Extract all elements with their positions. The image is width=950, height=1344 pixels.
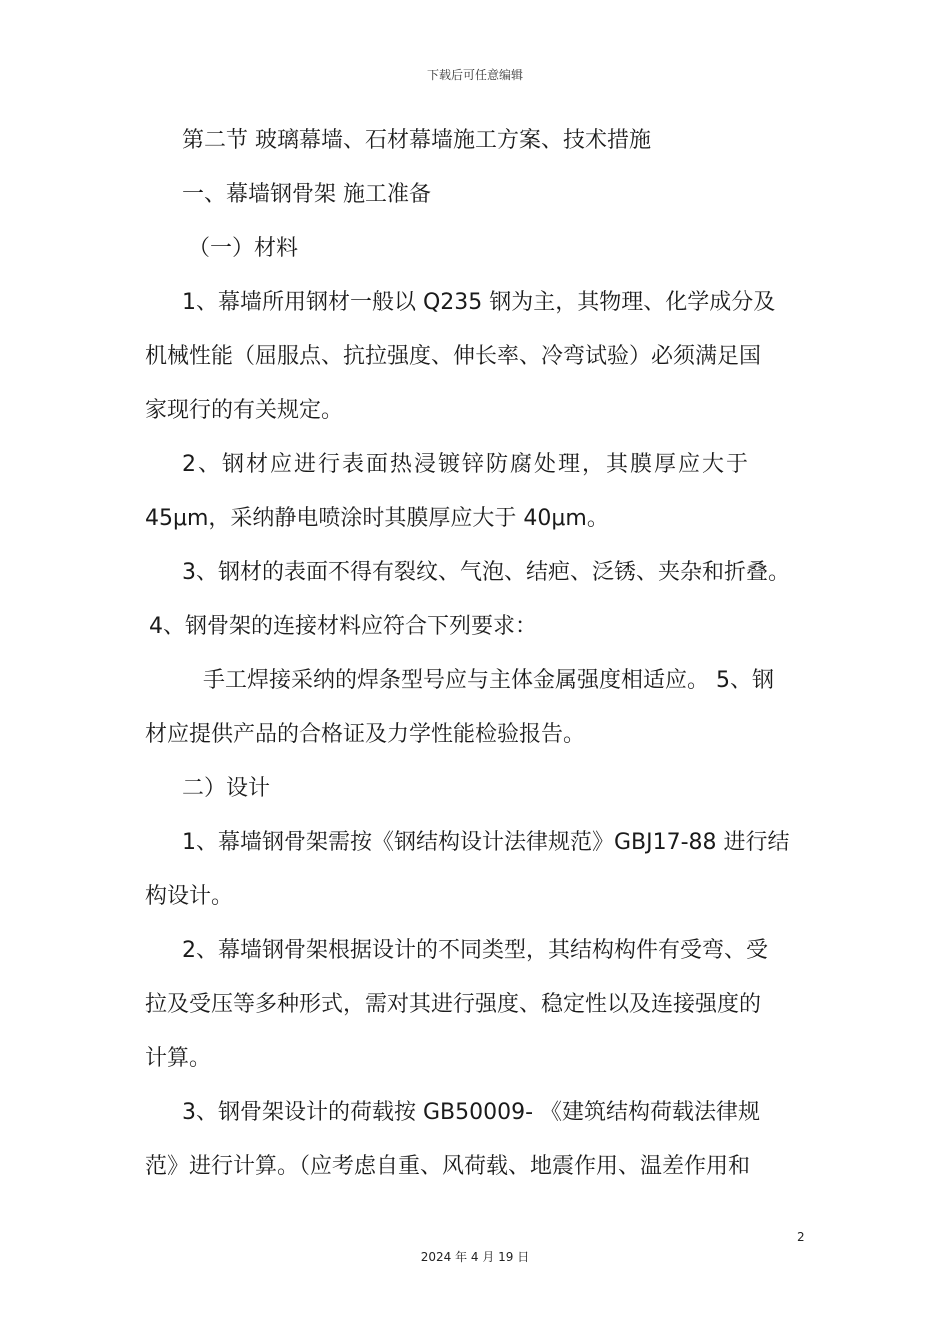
paragraph-line: 3、钢骨架设计的荷载按 GB50009- 《建筑结构荷载法律规 xyxy=(182,1100,761,1125)
paragraph-line: 家现行的有关规定。 xyxy=(145,398,344,423)
subsection-title: 一、幕墙钢骨架 施工准备 xyxy=(182,182,431,207)
paragraph-line: 3、钢材的表面不得有裂纹、气泡、结疤、泛锈、夹杂和折叠。 xyxy=(182,560,790,585)
paragraph-line: 手工焊接采纳的焊条型号应与主体金属强度相适应。 5、钢 xyxy=(203,668,774,693)
document-body xyxy=(145,114,815,1194)
paragraph-line: 1、幕墙所用钢材一般以 Q235 钢为主，其物理、化学成分及 xyxy=(182,290,776,315)
sub-heading-design: 二）设计 xyxy=(182,776,271,801)
page-number: 2 xyxy=(797,1230,805,1244)
page-header: 下载后可任意编辑 xyxy=(426,68,523,82)
paragraph-line: 材应提供产品的合格证及力学性能检验报告。 xyxy=(145,722,586,747)
paragraph-line: 45μm，采纳静电喷涂时其膜厚应大于 40μm。 xyxy=(145,506,609,531)
paragraph-line: 构设计。 xyxy=(145,884,234,909)
paragraph-line: 拉及受压等多种形式，需对其进行强度、稳定性以及连接强度的 xyxy=(145,992,762,1017)
paragraph-line: 计算。 xyxy=(145,1046,212,1071)
paragraph-line: 4、钢骨架的连接材料应符合下列要求： xyxy=(149,614,537,639)
paragraph-line: 1、幕墙钢骨架需按《钢结构设计法律规范》GBJ17-88 进行结 xyxy=(182,830,790,855)
paragraph-line: 2、幕墙钢骨架根据设计的不同类型，其结构构件有受弯、受 xyxy=(182,938,768,963)
paragraph-line: 范》进行计算。（应考虑自重、风荷载、地震作用、温差作用和 xyxy=(145,1154,751,1179)
sub-heading-materials: （一）材料 xyxy=(188,236,299,261)
section-title: 第二节 玻璃幕墙、石材幕墙施工方案、技术措施 xyxy=(182,128,651,153)
paragraph-line: 2、钢材应进行表面热浸镀锌防腐处理，其膜厚应大于 xyxy=(182,452,750,477)
page-footer-date: 2024 年 4 月 19 日 xyxy=(420,1250,530,1264)
paragraph-line: 机械性能（屈服点、抗拉强度、伸长率、冷弯试验）必须满足国 xyxy=(145,344,762,369)
